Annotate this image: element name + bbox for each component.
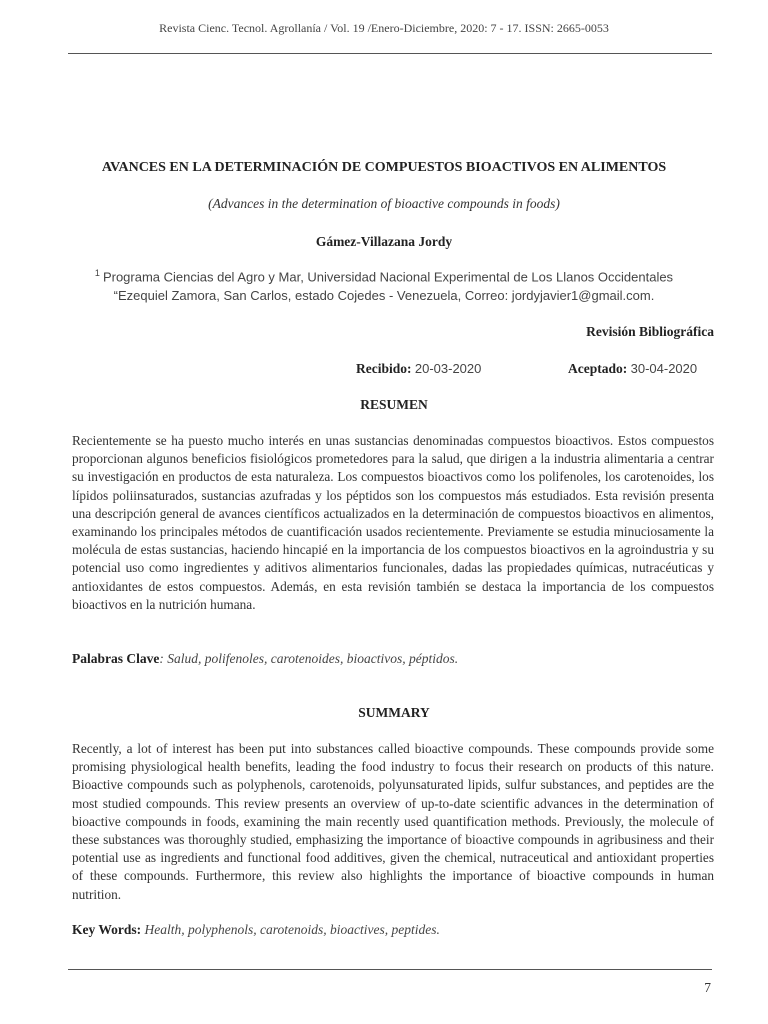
resumen-text: Recientemente se ha puesto mucho interés en unas sustancias denominadas compuestos bioactivos. Estos compuestos proporcionan algunos beneficios fisiológicos prometedores para la salud, que dirigen a la industria alimentaria a centrar su investigación en productos de esta naturaleza. Los compuestos bioactivos como los polifenoles, los carotenoides, los lípidos poliinsaturados, sustancias azufradas y los péptidos son los compuestos más estudiados. Esta revisión presenta una descripción general de avances científicos actualizados en la determinación de compuestos bioactivos en alimentos, examinando los principales métodos de cuantificación usados recientemente. Previamente se estudia minuciosamente la molécula de estas sustancias, haciendo hincapié en la importancia de los compuestos bioactivos en la agroindustria y su potencial uso como ingredientes y aditivos alimentarios funcionales, dadas las propiedades químicas, nutracéuticas y antioxidantes de estos compuestos. Además, en esta revisión también se destaca la importancia de los compuestos bioactivos en la nutrición humana. — [72, 433, 714, 612]
affiliation-line-1 — [0, 268, 768, 284]
affiliation-text-1: Programa Ciencias del Agro y Mar, Universidad Nacional Experimental de Los Llanos Occidentales — [102, 269, 674, 285]
received-date — [356, 361, 481, 377]
page-number: 7 — [704, 980, 711, 995]
accepted-label: Aceptado: — [568, 361, 628, 376]
article-title: AVANCES EN LA DETERMINACIÓN DE COMPUESTOS BIOACTIVOS EN ALIMENTOS — [101, 160, 667, 175]
author-name: Gámez-Villazana Jordy — [315, 234, 453, 249]
key-words-label: Key Words: — [72, 922, 142, 937]
resumen-heading: RESUMEN — [360, 397, 428, 412]
summary-text: Recently, a lot of interest has been put into substances called bioactive compounds. These compounds provide some promising physiological health benefits, leading the food industry to focus their research on products of this nature. Bioactive compounds such as polyphenols, carotenoids, polyunsaturated lipids, sulfur substances, and peptides are the most studied compounds. This review presents an overview of up-to-date scientific advances in the determination of bioactive compounds in foods, examining the main recently used quantification methods. Previously, the molecule of these substances was thoroughly studied, emphasizing the importance of bioactive compounds in agribusiness and their potential use as ingredients and functional food additives, given the chemical, nutraceutical and antioxidant properties of these compounds. Furthermore, this review also highlights the importance of bioactive compounds in human nutrition. — [72, 741, 714, 902]
received-value: 20-03-2020 — [414, 361, 482, 376]
summary-heading: SUMMARY — [358, 705, 430, 720]
review-type: Revisión Bibliográfica — [586, 324, 714, 339]
accepted-value: 30-04-2020 — [630, 361, 698, 376]
key-words-list: Health, polyphenols, carotenoids, bioactives, peptides. — [144, 922, 440, 937]
accepted-date — [568, 361, 697, 377]
running-head: Revista Cienc. Tecnol. Agrollanía / Vol. 19 /Enero-Diciembre, 2020: 7 - 17. ISSN: 2665-0053 — [159, 21, 609, 35]
header-rule — [68, 53, 712, 54]
article-subtitle: (Advances in the determination of bioactive compounds in foods) — [208, 196, 560, 211]
palabras-clave-list: : Salud, polifenoles, carotenoides, bioactivos, péptidos. — [159, 651, 459, 666]
received-label: Recibido: — [356, 361, 412, 376]
affiliation-line-2: “Ezequiel Zamora, San Carlos, estado Cojedes - Venezuela, Correo: jordyjavier1@gmail.com. — [113, 288, 655, 303]
palabras-clave — [72, 651, 714, 667]
palabras-clave-label: Palabras Clave — [72, 651, 160, 666]
footer-rule — [68, 969, 712, 970]
key-words — [72, 922, 714, 938]
affiliation-mark: 1 — [94, 268, 100, 278]
